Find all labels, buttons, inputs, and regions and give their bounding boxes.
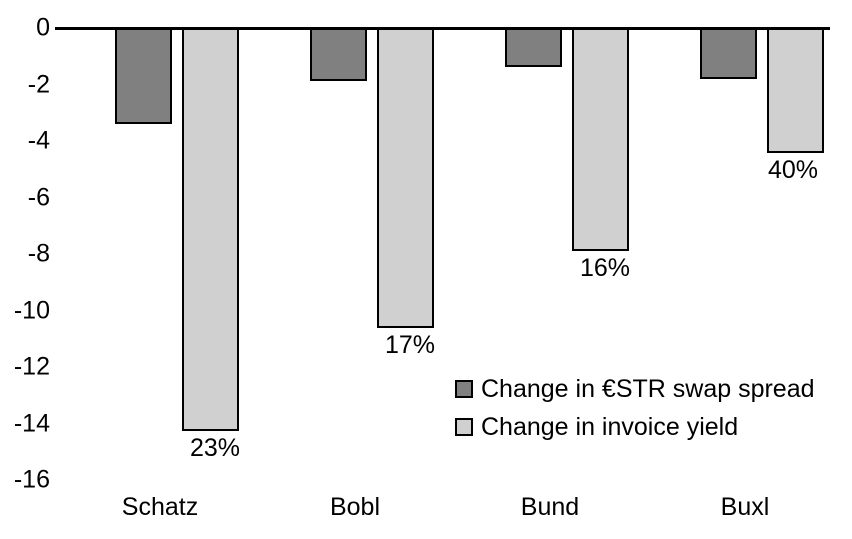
y-tick-3: -6 <box>27 183 50 211</box>
bar-group-bobl <box>310 28 450 480</box>
legend-label-invoice-yield: Change in invoice yield <box>481 412 739 441</box>
bar-group-schatz <box>115 28 255 480</box>
category-label-buxl: Buxl <box>720 493 770 521</box>
y-tick-8: -16 <box>13 465 50 494</box>
category-label-bund: Bund <box>520 493 580 521</box>
y-tick-4: -8 <box>27 239 50 268</box>
bar-buxl-invoice-yield[interactable] <box>767 28 824 153</box>
y-tick-0: 0 <box>36 13 50 42</box>
bar-bund-swap-spread[interactable] <box>505 28 562 67</box>
y-tick-2: -4 <box>27 126 50 155</box>
bar-note-bobl: 17% <box>384 331 436 359</box>
legend-label-swap-spread: Change in €STR swap spread <box>481 374 815 403</box>
legend-swatch-icon-light <box>455 418 473 436</box>
legend-item-swap-spread[interactable] <box>455 370 815 408</box>
category-label-bobl: Bobl <box>329 493 381 521</box>
bar-bobl-invoice-yield[interactable] <box>377 28 434 328</box>
bar-schatz-swap-spread[interactable] <box>115 28 172 124</box>
y-tick-6: -12 <box>13 352 50 381</box>
bar-buxl-swap-spread[interactable] <box>700 28 757 79</box>
y-axis-labels <box>0 0 50 539</box>
category-label-schatz: Schatz <box>121 493 199 521</box>
y-tick-5: -10 <box>13 296 50 324</box>
legend-swatch-icon-dark <box>455 380 473 398</box>
bar-bobl-swap-spread[interactable] <box>310 28 367 81</box>
bar-note-bund: 16% <box>579 254 631 282</box>
y-tick-1: -2 <box>27 70 50 98</box>
legend-item-invoice-yield[interactable] <box>455 408 815 446</box>
chart-legend <box>455 370 815 446</box>
y-tick-7: -14 <box>13 409 50 437</box>
bar-bund-invoice-yield[interactable] <box>572 28 629 251</box>
bar-note-schatz: 23% <box>189 434 241 462</box>
bar-note-buxl: 40% <box>767 156 819 184</box>
bar-schatz-invoice-yield[interactable] <box>182 28 239 431</box>
